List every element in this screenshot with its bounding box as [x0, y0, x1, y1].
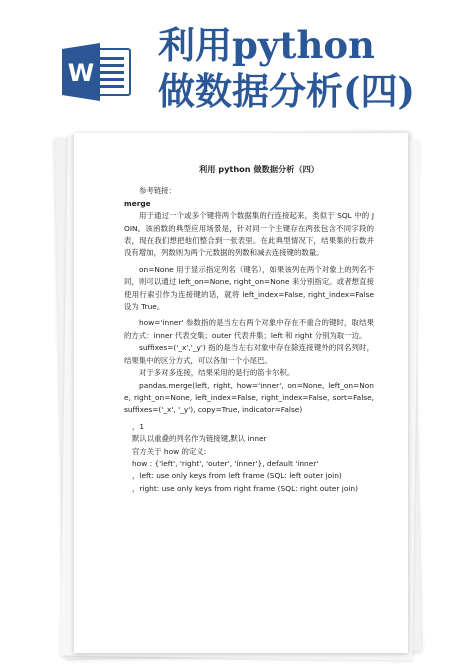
document-title: 利用 python 做数据分析（四） — [199, 164, 319, 174]
paragraph-how-left: ，left: use only keys from left frame (SQL: left outer join) — [132, 471, 342, 481]
banner-title-line1: 利用python — [158, 23, 375, 67]
paragraph-many-to-many: 对于多对多连接，结果采用的是行的笛卡尔积。 — [139, 368, 295, 378]
paragraph-how-definition-label: 官方关于 how 的定义: — [132, 446, 207, 456]
code-merge-signature: pandas.merge(left, right, how='inner', on=None, left_on=None, right_on=None, left_index=False, right_index=False, sort=False, suffixes=('_x', '_y'), copy=True, indicator=False) — [124, 380, 374, 415]
paragraph-default-key: 默认以重叠的列名作为链接键,默认 inner — [132, 434, 267, 444]
paragraph-merge-intro: 用于通过一个或多个键将两个数据集的行连接起来，类似于 SQL 中的 JOIN。该函数的典型应用场景是，针对同一个主键存在两张包含不同字段的表，现在我们想把他们整合到一张表里。在此典型情况下，结果集的行数并没有增加，列数则为两个元数据的列数和减去连接键的数量。 — [124, 211, 374, 258]
code-how-definition: how : {'left', 'right', 'outer', 'inner'}, default 'inner' — [132, 458, 319, 468]
paragraph-how-param: how='inner' 参数指的是当左右两个对象中存在不重合的键时，取结果的方式：inner 代表交集；outer 代表并集；left 和 right 分别为取一边。 — [124, 318, 374, 340]
paragraph-suffixes-param: suffixes=('_x','_y') 指的是当左右对象中存在除连接键外的同名列时，结果集中的区分方式，可以各加一个小尾巴。 — [124, 343, 374, 365]
document-body — [124, 163, 374, 495]
banner-title-line2: 做数据分析(四) — [158, 69, 416, 113]
reference-label: 参考链接： — [139, 186, 176, 196]
svg-text:W: W — [67, 59, 95, 87]
word-icon — [62, 43, 132, 101]
paragraph-on-param: on=None 用于显示指定列名（键名），如果该列在两个对象上的列名不同，则可以通过 left_on=None, right_on=None 来分别指定。或者想直接使用行索引作为连接键的话，就将 left_index=False, right_index=False 设为 True。 — [124, 264, 374, 312]
document-page — [74, 133, 408, 653]
paragraph-how-right: ，right: use only keys from right frame (SQL: right outer join) — [132, 483, 358, 493]
banner — [0, 0, 474, 130]
list-marker-1: ，1 — [132, 421, 145, 431]
section-heading-merge: merge — [124, 198, 151, 208]
banner-title — [158, 22, 468, 114]
